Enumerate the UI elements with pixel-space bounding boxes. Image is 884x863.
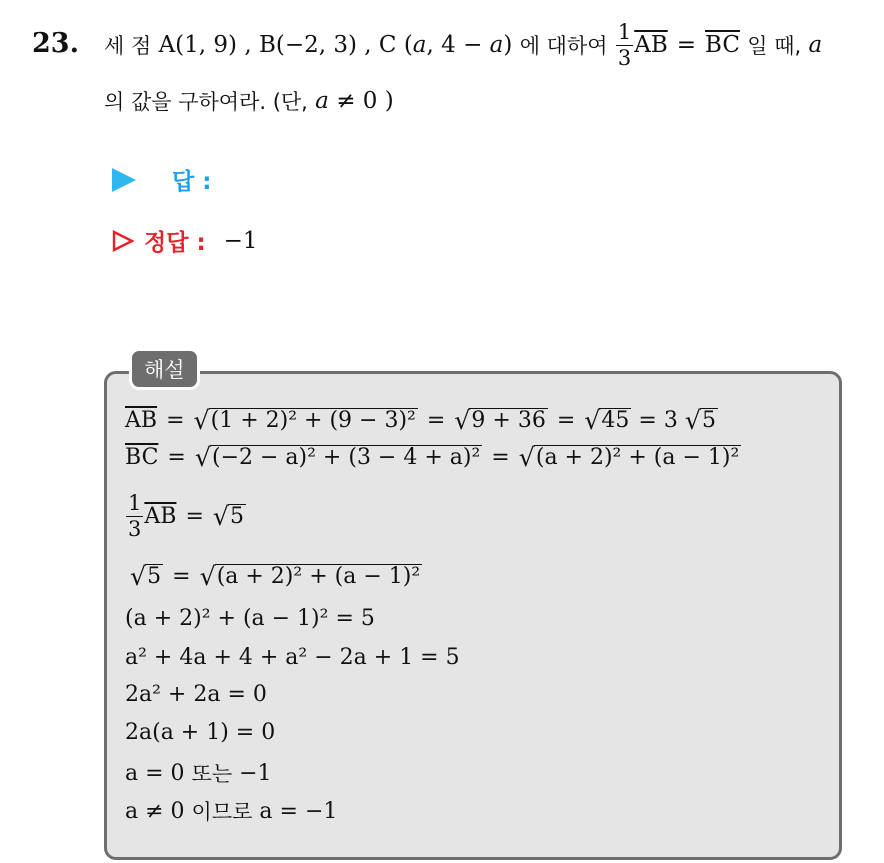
point-b: B(−2, 3) , [258, 32, 372, 58]
l1-sqrt-2 [454, 408, 548, 433]
l1-arg3: 45 [601, 408, 630, 433]
l4-arg: (a + 2)² + (a − 1)² [216, 564, 421, 589]
point-c-var: a [412, 32, 427, 58]
l10-cond: a ≠ 0 [125, 798, 185, 824]
l9-or: 또는 [191, 762, 233, 786]
correct-answer-label: 정답 : [144, 230, 206, 256]
question-var-a: a [808, 32, 823, 58]
l1-tail: = 3 [638, 408, 678, 434]
l1-sqrt-1 [194, 408, 418, 433]
l1-eq2: = [426, 408, 446, 434]
correct-answer-row [112, 224, 258, 257]
l2-sqrt-1 [195, 445, 482, 470]
radical-icon: √ [199, 562, 216, 591]
outline-triangle-icon [112, 230, 134, 252]
answer-row [112, 163, 211, 196]
l3-denominator: 3 [128, 517, 142, 541]
l2-eq2: = [491, 445, 510, 471]
l3-segment: $\overline{AB}$ [144, 504, 177, 529]
fraction-numerator: 1 [617, 19, 632, 44]
point-a: A(1, 9) , [158, 32, 252, 58]
l4-sqrt-lhs [130, 564, 163, 589]
radical-icon: √ [194, 443, 211, 472]
l1-sqrt-4 [685, 408, 718, 433]
solution-line-7: 2a² + 2a = 0 [125, 682, 267, 707]
l4-eq: = [172, 564, 191, 590]
solution-line-6: a² + 4a + 4 + a² − 2a + 1 = 5 [125, 645, 460, 670]
play-triangle-icon [112, 168, 136, 192]
l1-segment: $\overline{AB}$ [125, 408, 158, 434]
radical-icon: √ [584, 406, 601, 435]
solution-line-3 [125, 493, 246, 540]
l2-eq: = [167, 445, 186, 471]
l1-sqrt-3 [584, 408, 631, 433]
point-c-mid: , 4 − [426, 32, 483, 58]
condition-rest: ≠ 0 ) [336, 88, 394, 114]
l2-segment: $\overline{BC}$ [125, 445, 159, 471]
question-word-regarding: 에 대하여 [519, 34, 608, 58]
l10-result: a = −1 [259, 798, 338, 824]
segment-ab: $\overline{AB}$ [634, 32, 668, 58]
l2-sqrt-2 [519, 445, 742, 470]
point-c-close: ) [503, 32, 513, 58]
correct-answer-value: −1 [223, 227, 258, 254]
point-c-open: C ( [378, 32, 413, 58]
l3-sqrt [212, 501, 246, 531]
question-line-2 [104, 86, 394, 116]
segment-bc: $\overline{BC}$ [705, 32, 740, 58]
solution-tab: 해설 [129, 348, 200, 390]
answer-label: 답 : [172, 169, 212, 195]
solution-line-1 [125, 408, 718, 433]
solution-line-4 [130, 564, 422, 589]
l1-eq: = [166, 408, 185, 434]
l9-eq: a = 0 [125, 760, 185, 786]
l4-sqrt-rhs [200, 564, 423, 589]
solution-line-2 [125, 445, 741, 470]
radical-icon: √ [193, 406, 210, 435]
radical-icon: √ [684, 406, 701, 435]
l4-lhs: 5 [147, 564, 162, 589]
solution-line-9 [125, 758, 272, 788]
radical-icon: √ [454, 406, 471, 435]
radical-icon: √ [518, 443, 535, 472]
solution-line-5: (a + 2)² + (a − 1)² = 5 [125, 606, 375, 631]
l9-val: −1 [239, 760, 272, 786]
l10-therefore: 이므로 [191, 800, 253, 824]
l2-arg1: (−2 − a)² + (3 − 4 + a)² [211, 445, 481, 470]
l1-eq3: = [556, 408, 576, 434]
radical-icon: √ [130, 562, 147, 591]
l2-arg2: (a + 2)² + (a − 1)² [535, 445, 740, 470]
l1-arg1: (1 + 2)² + (9 − 3)² [210, 408, 416, 433]
point-c-var2: a [489, 32, 504, 58]
question-line-1 [104, 14, 822, 76]
l3-eq: = [185, 504, 204, 529]
l3-fraction [126, 493, 143, 540]
question-number: 23. [32, 28, 79, 59]
question-word-when: 일 때, [747, 34, 802, 58]
l3-numerator: 1 [128, 491, 142, 515]
equals-sign: = [676, 32, 696, 58]
condition-var: a [315, 88, 329, 114]
question-word-points: 세 점 [104, 34, 152, 58]
radical-icon: √ [212, 501, 229, 531]
l1-arg2: 9 + 36 [471, 408, 546, 433]
l3-arg: 5 [230, 503, 244, 529]
solution-line-8: 2a(a + 1) = 0 [125, 720, 276, 745]
solution-line-10 [125, 796, 337, 826]
question-fraction [616, 19, 633, 70]
question-line-2-text: 의 값을 구하여라. (단, [104, 90, 308, 114]
l1-arg4: 5 [701, 408, 716, 433]
fraction-denominator: 3 [617, 45, 632, 70]
